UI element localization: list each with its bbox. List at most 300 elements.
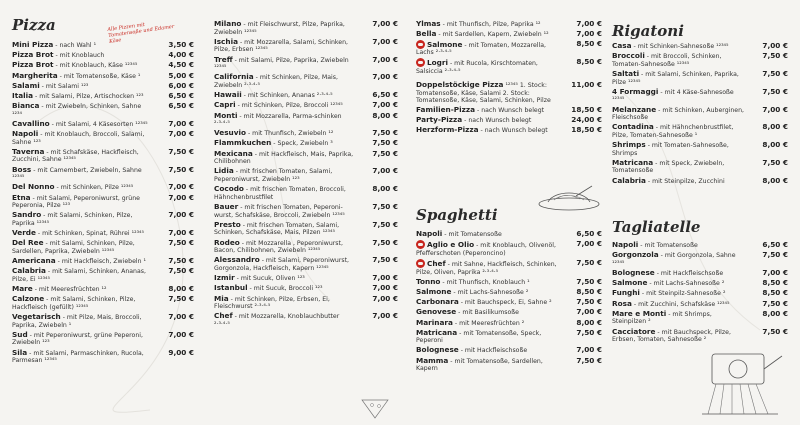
menu-item-price: 8,00 € [762, 175, 788, 185]
pizza-heading: Pizza [12, 16, 56, 34]
menu-item-price: 7,50 € [168, 256, 194, 266]
menu-item-name: Lidia [214, 166, 234, 176]
menu-item-text [214, 91, 398, 100]
menu-item [612, 70, 788, 86]
menu-item-description: - mit Salami, Peperoniwurst, Gorgonzola, Hackfleisch, Kapern ¹²³⁴⁵ [214, 257, 349, 272]
menu-item [214, 284, 398, 293]
menu-item-price: 7,00 € [762, 41, 788, 50]
menu-item [214, 38, 398, 54]
menu-item-description: - mit Sucuk, Broccoli ¹²³ [247, 285, 323, 293]
menu-item-description: - mit Schinken, Pilze, Erbsen, Ei, Fleischwurst ²·³·⁴·⁵ [214, 295, 330, 311]
menu-item [416, 288, 602, 297]
menu-item-price: 7,00 € [576, 28, 602, 38]
menu-item-price: 7,50 € [372, 202, 398, 211]
menu-item [416, 278, 602, 287]
menu-item-description: - mit Tomatensoße [442, 231, 502, 238]
menu-item-text [12, 51, 194, 60]
menu-item-text [12, 41, 194, 50]
menu-item-price: 6,50 € [372, 90, 398, 100]
menu-item-price: 7,00 € [576, 345, 602, 355]
menu-item [214, 91, 398, 100]
menu-item-name: Flammkuchen [214, 138, 272, 148]
menu-item-description: - mit Tomaten, Mozzarella, Lachs ²·³·⁴·⁵ [416, 41, 547, 57]
spicy-icon [416, 40, 425, 49]
menu-item [612, 251, 788, 267]
menu-item-price: 7,50 € [762, 250, 788, 260]
menu-item-name: Hawaii [214, 90, 242, 100]
menu-item-description: - mit Schafskäse, Hackfleisch, Zucchini, Sahne ¹²³⁴⁵ [12, 148, 139, 164]
spicy-icon [416, 259, 425, 268]
menu-item-description: - mit Salami, 4 Käsesorten ¹²³⁴⁵ [49, 120, 148, 128]
menu-item-name: Milano [214, 19, 242, 28]
menu-item-name: Italia [12, 90, 34, 100]
tagliatelle-heading: Tagliatelle [612, 218, 701, 236]
menu-item-name: Napoli [12, 129, 39, 139]
menu-item-name: Herzform-Pizza [416, 124, 479, 134]
menu-item-description: - mit Zwiebeln, Schinken, Sahne ¹²³⁴ [12, 103, 142, 118]
menu-item-price: 7,00 € [372, 100, 398, 110]
menu-item-text [12, 211, 194, 227]
menu-item [214, 274, 398, 283]
menu-item [612, 159, 788, 175]
menu-item [416, 40, 602, 57]
menu-item-name: Party-Pizza [416, 114, 463, 124]
menu-item [416, 346, 602, 355]
menu-item-name: Mia [214, 293, 229, 303]
menu-item [416, 259, 602, 276]
menu-item-price: 7,50 € [576, 276, 602, 286]
menu-item-text [416, 230, 602, 239]
menu-item [214, 150, 398, 166]
menu-item-price: 7,00 € [168, 312, 194, 322]
menu-item-description: - mit Rucola, Kirschtomaten, Salsiccia ²·³·⁴·⁵ [416, 59, 538, 75]
menu-item-price: 6,50 € [762, 240, 788, 249]
menu-item-price: 8,50 € [576, 38, 602, 48]
menu-item [12, 82, 194, 91]
menu-item-price: 7,00 € [168, 129, 194, 139]
menu-item-text [214, 73, 398, 89]
menu-item-name: Napoli [612, 240, 639, 249]
menu-item-name: Calzone [12, 294, 45, 304]
menu-item-name: Bolognese [612, 267, 655, 277]
menu-item-text [214, 150, 398, 166]
menu-item-name: Salmone [612, 278, 648, 288]
menu-item-name: Mexicana [214, 148, 253, 158]
menu-item-price: 5,00 € [168, 70, 194, 80]
menu-item-price: 7,00 € [762, 267, 788, 277]
menu-item-description: - mit Gorgonzola, Sahne ¹²³⁴⁵ [612, 252, 736, 267]
menu-item-price: 4,50 € [168, 60, 194, 70]
menu-item-description: - mit frischen Tomaten, Peperoni-wurst, Schafskäse, Broccoli, Zwiebeln ¹²³⁴⁵ [214, 204, 345, 219]
menu-item-text [214, 295, 398, 311]
pizza-continued-list [214, 20, 398, 330]
menu-item-name: Doppelstöckige Pizza [416, 80, 504, 90]
menu-item-price: 6,50 € [576, 229, 602, 238]
menu-item [612, 52, 788, 68]
menu-item-price: 7,00 € [372, 36, 398, 46]
menu-item-price: 7,00 € [762, 104, 788, 114]
menu-item [612, 300, 788, 309]
menu-item-description: - mit Thunfisch, Pilze, Paprika ¹² [440, 21, 541, 28]
menu-item-description: - mit Salami, Schinken, Pilze, Hackfleisch (gefüllt) ¹²³⁴⁵ [12, 296, 136, 311]
menu-item [12, 194, 194, 210]
menu-item-price: 7,50 € [168, 294, 194, 304]
pizza-note: Alle Pizzen mit Tomatensoße und Edamer Käse [107, 21, 175, 45]
menu-item-text [416, 240, 602, 257]
menu-item-price: 24,00 € [571, 114, 602, 124]
menu-item [12, 148, 194, 164]
menu-item-description: - nach Wunsch belegt [475, 107, 545, 115]
menu-item-price: 7,00 € [372, 72, 398, 82]
menu-item-text [214, 112, 398, 128]
menu-item-description: - mit Tomatensoße, Käse ¹ [57, 72, 141, 80]
spaghetti-list [416, 230, 602, 374]
menu-item-description: - mit Hackfleischsoße [654, 269, 724, 277]
menu-item-text [214, 274, 398, 283]
menu-item-text [214, 312, 398, 328]
menu-item-name: Calabria [12, 266, 46, 276]
menu-item-text [214, 256, 398, 272]
menu-item [612, 241, 788, 250]
menu-item-price: 9,00 € [168, 347, 194, 357]
menu-item-description: - mit Schinken, Auberginen, Fleischsoße [612, 106, 744, 122]
menu-item-description: - mit Mozzarella, Knoblauchbutter ²·³·⁴·⁵ [214, 313, 340, 328]
menu-item-name: Sila [12, 347, 28, 357]
menu-item-description: - mit Meeresfrüchten ¹² [32, 286, 107, 294]
menu-item-description: - mit Salami, Schinken, Pilze, Paprika ¹²³⁴⁵ [12, 212, 133, 227]
menu-item-text [12, 82, 194, 91]
menu-item [416, 230, 602, 239]
menu-item [12, 257, 194, 266]
menu-item-name: Saltati [612, 68, 640, 78]
menu-item-text [12, 285, 194, 294]
menu-item-price: 7,00 € [576, 19, 602, 28]
menu-item-price: 7,50 € [762, 326, 788, 336]
menu-item-text [12, 194, 194, 210]
menu-item-name: Taverna [12, 146, 45, 156]
menu-item-price: 7,00 € [576, 239, 602, 249]
menu-item-description: - mit Schinken, Pilze, Broccoli ¹²³⁴⁵ [235, 102, 343, 110]
menu-item-text [214, 185, 398, 201]
menu-item-description: - mit Sardellen, Kapern, Zwiebeln ¹² [436, 30, 549, 38]
menu-item-description: - mit Salami, Pilze, Paprika, Zwiebeln ¹²³⁴⁵ [214, 56, 349, 72]
menu-item-name: Bolognese [416, 345, 459, 355]
menu-item-name: Mare [12, 284, 33, 294]
menu-item-text [12, 295, 194, 311]
menu-item-description: - mit Hackfleisch, Mais, Paprika, Chilibohnen [214, 150, 354, 166]
menu-item-description: - mit Bauchspeck, Ei, Sahne ² [458, 299, 552, 307]
menu-item-description: - mit Tomatensoße, Speck, Peperoni [416, 329, 542, 345]
menu-item [12, 211, 194, 227]
menu-item-name: Capri [214, 100, 236, 110]
menu-item-description: - mit Knoblauch, Broccoli, Salami, Sahne ¹²³ [12, 131, 145, 146]
menu-item-price: 7,50 € [576, 355, 602, 365]
menu-item [416, 126, 602, 135]
menu-item-name: Napoli [416, 229, 443, 238]
menu-item-name: Mamma [416, 355, 449, 365]
menu-item-price: 7,00 € [372, 273, 398, 283]
menu-item-price: 8,00 € [762, 308, 788, 318]
menu-item-text [12, 239, 194, 255]
menu-item [214, 203, 398, 219]
menu-item [12, 313, 194, 329]
menu-item-price: 7,50 € [372, 138, 398, 148]
menu-item [416, 329, 602, 345]
menu-item-name: Americana [12, 256, 56, 266]
menu-item-price: 7,00 € [168, 228, 194, 238]
menu-item-description: - mit Mozzarella, Parma-schinken ²·³·⁴·⁵ [214, 112, 342, 128]
menu-item-description: - mit Salami, Schinken, Ananas, Pilze, Ei ¹²³⁴⁵ [12, 268, 146, 283]
menu-item-price: 7,00 € [372, 166, 398, 176]
menu-item-name: Shrimps [612, 140, 646, 150]
menu-item [12, 130, 194, 146]
menu-item-price: 8,50 € [576, 56, 602, 66]
menu-item-price: 18,50 € [571, 124, 602, 134]
menu-item [214, 312, 398, 328]
menu-item-price: 7,50 € [762, 86, 788, 96]
menu-item-name: Salmone [427, 39, 463, 49]
menu-item-price: 7,00 € [372, 19, 398, 28]
menu-item-description: - mit Steinpilz-Sahnesoße ² [639, 290, 726, 298]
menu-item-description: - mit Knoblauch, Olivenöl, Pfefferschoten (Peperoncino) [416, 242, 556, 257]
menu-item [214, 295, 398, 311]
menu-item-text [416, 278, 602, 287]
menu-item-text [214, 221, 398, 237]
menu-item [12, 349, 194, 365]
menu-item [12, 331, 194, 347]
menu-item-text [416, 58, 602, 75]
menu-item-name: Funghi [612, 288, 640, 298]
menu-item-name: Calabria [612, 175, 646, 185]
menu-item-price: 7,50 € [168, 238, 194, 248]
menu-item-description: - mit Schinken, Pilze ¹²³⁴⁵ [54, 184, 134, 192]
menu-item [214, 20, 398, 36]
menu-item-description: - mit Hackfleischsoße [458, 347, 528, 355]
menu-item-description: - mit Meeresfrüchten ² [452, 319, 525, 327]
menu-item-description: - mit frischen Tomaten, Salami, Schinken, Schafskäse, Mais, Pilzen ¹²³⁴⁵ [214, 221, 340, 237]
menu-item-price: 7,50 € [762, 51, 788, 61]
menu-item-price: 7,00 € [168, 182, 194, 192]
menu-item-description: - mit Tomatensoße, Sardellen, Kapern [416, 357, 543, 373]
menu-item-price: 7,50 € [168, 164, 194, 174]
menu-item-description: - mit Shrimps, Steinpilzen ² [612, 310, 712, 326]
menu-item-text [416, 259, 602, 276]
menu-item-text [12, 102, 194, 118]
menu-item [416, 298, 602, 307]
menu-item-price: 7,50 € [576, 297, 602, 307]
menu-item-description: - mit Schinken, Spinat, Rührei ¹²³⁴⁵ [35, 230, 145, 238]
menu-item-name: Sandro [12, 210, 42, 220]
menu-item-text [416, 346, 602, 355]
menu-item-description: - mit Salami, Parmaschinken, Rucola, Parmesan ¹²³⁴⁵ [12, 349, 144, 365]
menu-item-description: - mit Pilze, Mais, Broccoli, Paprika, Zwiebeln ¹ [12, 314, 142, 329]
specials-list [416, 20, 602, 135]
menu-item-description: - mit Schinken, Pilze, Mais, Zwiebeln ²·³·⁴·⁵ [214, 74, 338, 89]
menu-item [416, 106, 602, 115]
menu-item-text [12, 183, 194, 192]
menu-item [612, 328, 788, 344]
menu-item-price: 7,50 € [762, 68, 788, 78]
menu-item-name: Marinara [416, 317, 453, 327]
menu-item-name: Familien-Pizza [416, 105, 476, 115]
pasta-machine-icon [698, 348, 788, 418]
menu-item [416, 20, 602, 29]
menu-item-text [12, 349, 194, 365]
menu-item-description: - nach Wahl ¹ [53, 42, 97, 49]
menu-item [612, 177, 788, 186]
menu-item-description: - mit frischen Tomaten, Salami, Peperoniwurst, Zwiebeln ¹²³ [214, 168, 333, 184]
menu-item-price: 3,50 € [168, 40, 194, 49]
menu-item-name: Del Ree [12, 238, 44, 248]
menu-item-name: Matricana [612, 157, 654, 167]
menu-item-price: 8,00 € [762, 140, 788, 150]
menu-item-text [12, 120, 194, 129]
menu-item-name: Contadina [612, 122, 654, 132]
menu-item-name: Matricana [416, 327, 458, 337]
menu-item [214, 101, 398, 110]
menu-item-name: 4 Formaggi [612, 86, 659, 96]
menu-item-price: 7,50 € [372, 255, 398, 265]
menu-item [612, 123, 788, 139]
menu-item-name: Mini Pizza [12, 40, 54, 49]
rigatoni-heading: Rigatoni [612, 22, 684, 40]
menu-item-name: Chef [427, 258, 446, 268]
menu-item-text [214, 203, 398, 219]
menu-item-name: Salmone [416, 286, 452, 296]
menu-item [12, 72, 194, 81]
menu-item [416, 319, 602, 328]
menu-item [12, 295, 194, 311]
menu-item-description: ¹²³⁴⁵ 1. Stock: Tomatensoße, Käse, Salami 2. Stock: Tomatensoße, Käse, Salami, Schinken, Pilze [416, 82, 551, 105]
menu-item [12, 166, 194, 182]
menu-item-text [214, 139, 398, 148]
menu-item-price: 8,00 € [372, 110, 398, 120]
menu-item-description: - mit Salami ¹²³ [39, 82, 89, 90]
pasta-plate-icon [536, 184, 602, 212]
menu-item-price: 18,50 € [571, 105, 602, 115]
menu-item [612, 279, 788, 288]
menu-item-description: - mit Broccoli, Schinken, Tomaten-Sahnesoße ¹²³⁴⁵ [612, 53, 722, 68]
menu-item-name: Casa [612, 41, 632, 50]
menu-item-price: 8,50 € [762, 278, 788, 288]
menu-item-description: - mit Salami, Peperoniwurst, grüne Peperonia, Pilze ¹²³ [12, 194, 140, 210]
menu-item [214, 167, 398, 183]
menu-item-text [12, 229, 194, 238]
menu-item-name: Vegetarisch [12, 312, 61, 322]
menu-item-name: Broccoli [612, 51, 645, 61]
menu-item-description: - mit Lachs-Sahnesoße ² [647, 280, 725, 288]
spicy-icon [416, 58, 425, 67]
menu-item-price: 7,00 € [576, 307, 602, 317]
menu-item [214, 139, 398, 148]
menu-item-name: Carbonara [416, 297, 459, 307]
menu-item-price: 7,50 € [168, 146, 194, 156]
menu-item-name: Aglio e Olio [427, 240, 475, 250]
spaghetti-heading: Spaghetti [416, 206, 498, 224]
menu-item-text [12, 267, 194, 283]
menu-item [612, 106, 788, 122]
menu-item-name: Margherita [12, 70, 58, 80]
menu-item-text [214, 101, 398, 110]
menu-item-description: - mit Salami, Schinken, Pilze, Sardellen, Paprika, Zwiebeln ¹²³⁴⁵ [12, 240, 135, 255]
menu-item-name: Sud [12, 329, 28, 339]
menu-item-text [12, 166, 194, 182]
menu-item-description: - mit Schinken, Ananas ²·³·⁴·⁵ [241, 92, 333, 100]
menu-item [214, 256, 398, 272]
menu-item-price: 7,50 € [762, 298, 788, 308]
menu-item-description: - mit Salami, Schinken, Paprika, Pilze ¹²³⁴⁵ [612, 70, 739, 86]
menu-item-description: - mit frischen Tomaten, Broccoli, Hähnchenbrustfilet [214, 186, 346, 201]
menu-item-text [214, 284, 398, 293]
menu-item [612, 289, 788, 298]
menu-item-price: 7,50 € [372, 219, 398, 229]
menu-item-name: Melanzane [612, 104, 657, 114]
menu-item [214, 73, 398, 89]
spicy-icon [416, 240, 425, 249]
menu-item [416, 81, 602, 105]
menu-item-description: - mit Tomatensoße [638, 242, 698, 249]
menu-item-description: - mit Hackfleisch, Zwiebeln ¹ [55, 258, 146, 266]
menu-item-text [416, 40, 602, 57]
menu-item-name: Cocodo [214, 184, 244, 194]
menu-item-price: 7,00 € [372, 311, 398, 321]
menu-item-name: Bianca [12, 101, 40, 111]
menu-item-price: 7,00 € [168, 329, 194, 339]
menu-item-text [416, 308, 602, 317]
menu-item [12, 183, 194, 192]
menu-item-name: Vesuvio [214, 128, 247, 138]
menu-item-price: 7,00 € [372, 293, 398, 303]
menu-item-name: Gorgonzola [612, 250, 659, 260]
menu-item-name: Verde [12, 228, 36, 238]
menu-item-name: Ylmas [416, 19, 441, 28]
menu-item-price: 7,50 € [372, 237, 398, 247]
menu-item-price: 7,50 € [576, 327, 602, 337]
menu-item [416, 116, 602, 125]
menu-item-text [12, 331, 194, 347]
menu-item [12, 229, 194, 238]
menu-item [416, 308, 602, 317]
menu-item-description: - mit Tomaten-Sahnesoße, Shrimps [612, 142, 729, 157]
menu-item-description: - nach Wunsch belegt [478, 126, 548, 134]
menu-item-text [214, 167, 398, 183]
menu-item [12, 120, 194, 129]
menu-item-description: - mit Salami, Pilze, Artischocken ¹²³ [33, 92, 144, 100]
rigatoni-list [612, 42, 788, 187]
menu-item-text [12, 61, 194, 70]
menu-item-name: Tonno [416, 276, 441, 286]
menu-item [12, 267, 194, 283]
menu-item-name: Mare e Monti [612, 308, 667, 318]
menu-item-description: - mit Peperoniwurst, grüne Peperoni, Zwiebeln ¹²³ [12, 331, 143, 347]
menu-item [12, 51, 194, 60]
menu-item-price: 8,00 € [576, 317, 602, 327]
menu-item-name: Boss [12, 164, 32, 174]
menu-item [214, 185, 398, 201]
menu-item-description: - mit Knoblauch [53, 52, 105, 60]
menu-item-text [214, 20, 398, 36]
menu-item-description: - nach Wunsch belegt [462, 116, 532, 124]
pizza-list [12, 41, 194, 366]
menu-item-description: - mit Camembert, Zwiebeln, Sahne ¹²³⁴⁵ [12, 166, 142, 182]
menu-item-name: Izmir [214, 273, 235, 283]
menu-item-name: Alessandro [214, 255, 260, 265]
menu-item [12, 41, 194, 50]
menu-item-name: Pizza Brot [12, 50, 54, 60]
menu-item-price: 7,00 € [168, 192, 194, 202]
menu-item-name: Del Nonno [12, 182, 55, 192]
menu-item-description: - mit Fleischwurst, Pilze, Paprika, Zwiebeln ¹²³⁴⁵ [214, 21, 345, 36]
